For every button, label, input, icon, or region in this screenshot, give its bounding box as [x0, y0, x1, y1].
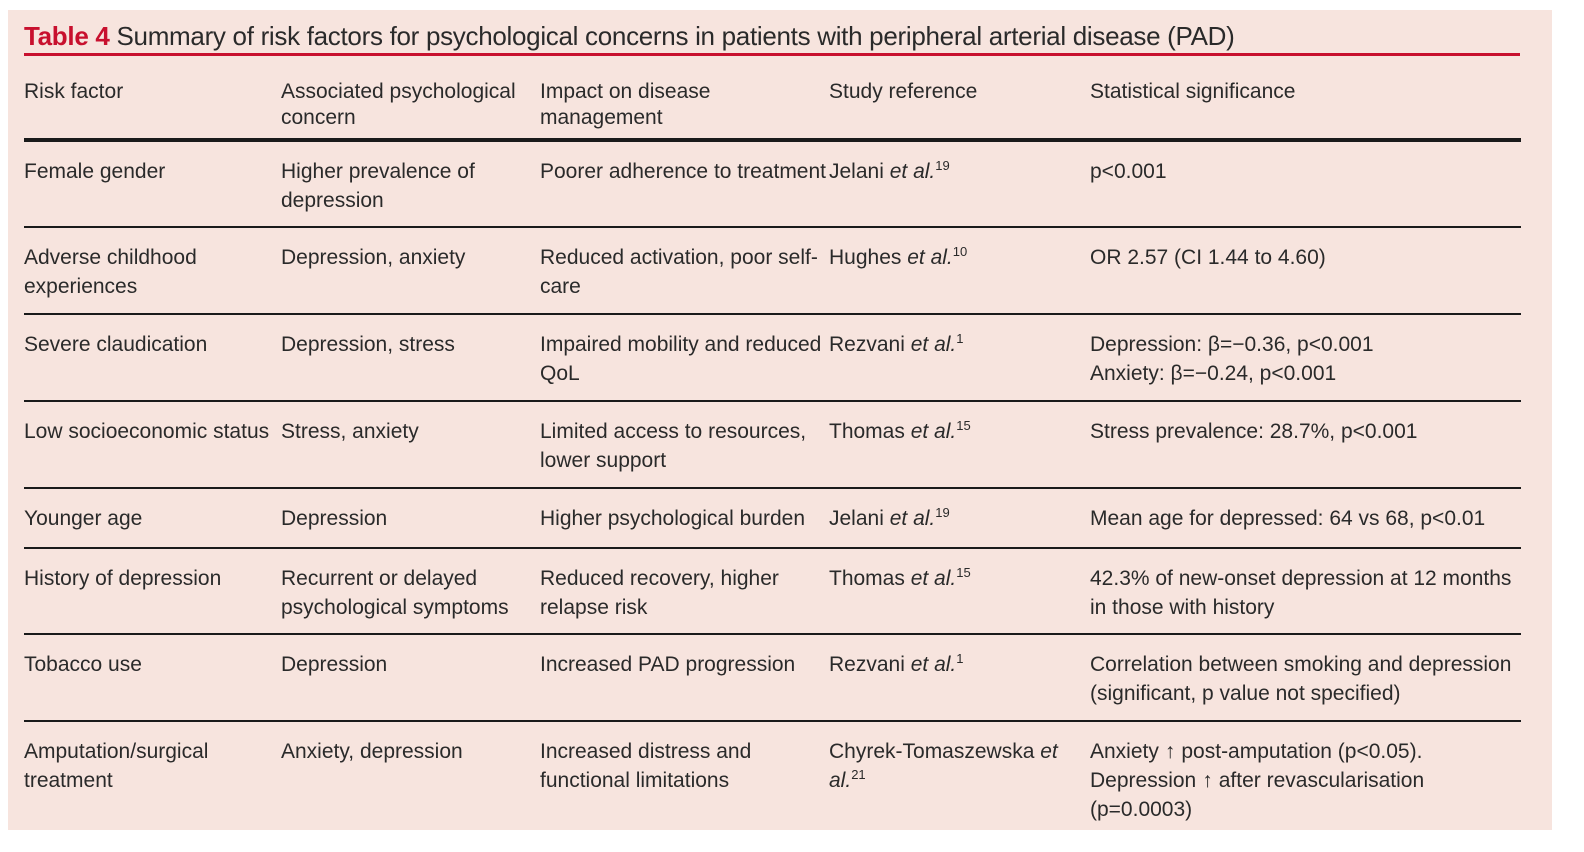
reference-cell: [829, 227, 1090, 314]
ref-etal: et al.: [907, 246, 953, 269]
significance-line: Mean age for depressed: 64 vs 68, p<0.01: [1090, 507, 1486, 530]
col-header-risk-factor: Risk factor: [24, 80, 124, 103]
concern-cell: Depression: [281, 507, 388, 530]
significance-line: p<0.001: [1090, 160, 1167, 183]
ref-author: Hughes: [829, 246, 902, 269]
ref-number: 19: [935, 158, 950, 173]
ref-etal: et al.: [910, 653, 957, 676]
ref-author: Chyrek-Tomaszewska: [829, 740, 1035, 763]
table-row: [24, 548, 1521, 634]
col-header-psychological-concern: Associated psychological concern: [281, 80, 516, 129]
table-row: [24, 401, 1521, 488]
risk-factor-cell: Low socioeconomic status: [24, 420, 270, 443]
risk-factor-cell: Tobacco use: [24, 653, 142, 676]
ref-author: Thomas: [829, 420, 905, 443]
ref-number: 10: [952, 244, 968, 259]
significance-line: Stress prevalence: 28.7%, p<0.001: [1090, 420, 1418, 443]
table-row: [24, 721, 1521, 824]
table-row: [24, 488, 1521, 548]
significance-post: after revascularisation (p=0.0003): [1090, 769, 1425, 821]
significance-pre: Depression: [1090, 769, 1197, 792]
concern-cell: Anxiety, depression: [281, 740, 463, 763]
concern-cell: Depression: [281, 653, 388, 676]
significance-pre: Anxiety: [1090, 740, 1159, 763]
concern-cell: Higher prevalence of depression: [281, 160, 475, 212]
reference-cell: [829, 721, 1090, 824]
impact-cell: Higher psychological burden: [540, 507, 805, 530]
table-number: Table 4: [24, 21, 110, 51]
significance-post: post-amputation (p<0.05).: [1181, 740, 1423, 763]
impact-cell: Reduced activation, poor self-care: [540, 246, 818, 298]
reference-cell: [829, 488, 1090, 548]
reference-cell: [829, 401, 1090, 488]
significance-cell: [1090, 401, 1521, 488]
ref-author: Rezvani: [829, 333, 905, 356]
reference-cell: [829, 140, 1090, 227]
ref-author: Rezvani: [829, 653, 905, 676]
significance-cell: [1090, 227, 1521, 314]
ref-author: Jelani: [829, 507, 884, 530]
ref-author: Jelani: [829, 160, 884, 183]
table-row: [24, 140, 1521, 227]
concern-cell: Stress, anxiety: [281, 420, 419, 443]
ref-number: 19: [935, 505, 950, 520]
significance-cell: [1090, 548, 1521, 634]
reference-cell: [829, 314, 1090, 401]
significance-line: 42.3% of new-onset depression at 12 months in those with history: [1090, 567, 1512, 619]
ref-number: 15: [956, 418, 971, 433]
col-header-impact: Impact on disease management: [540, 80, 711, 129]
ref-author: Thomas: [829, 567, 905, 590]
ref-etal: et al.: [910, 567, 957, 590]
risk-factors-table: [24, 66, 1521, 824]
impact-cell: Impaired mobility and reduced QoL: [540, 333, 822, 385]
impact-cell: Increased distress and functional limitations: [540, 740, 752, 792]
ref-number: 15: [956, 565, 971, 580]
table-row: [24, 227, 1521, 314]
significance-cell: [1090, 488, 1521, 548]
ref-etal: et al.: [829, 740, 1058, 792]
ref-number: 1: [956, 651, 964, 666]
arrow-up-icon: ↑: [1164, 740, 1176, 763]
col-header-significance: Statistical significance: [1090, 80, 1296, 103]
concern-cell: Depression, stress: [281, 333, 455, 356]
concern-cell: Recurrent or delayed psychological symptoms: [281, 567, 509, 619]
ref-number: 21: [851, 767, 866, 782]
significance-cell: [1090, 634, 1521, 721]
risk-factor-cell: History of depression: [24, 567, 222, 590]
risk-factor-cell: Younger age: [24, 507, 143, 530]
reference-cell: [829, 634, 1090, 721]
significance-line: Anxiety: β=−0.24, p<0.001: [1090, 362, 1337, 385]
ref-number: 1: [956, 331, 964, 346]
significance-line: [1090, 737, 1521, 766]
significance-line: [1090, 766, 1521, 824]
table-title: Summary of risk factors for psychological concerns in patients with peripheral arterial disease (PAD): [116, 21, 1235, 51]
arrow-up-icon: ↑: [1202, 769, 1213, 792]
table-row: [24, 634, 1521, 721]
impact-cell: Increased PAD progression: [540, 653, 796, 676]
significance-cell: [1090, 721, 1521, 824]
col-header-study-reference: Study reference: [829, 80, 978, 103]
ref-etal: et al.: [910, 420, 957, 443]
ref-etal: et al.: [889, 160, 936, 183]
significance-cell: [1090, 314, 1521, 401]
header-row: [24, 66, 1521, 140]
significance-cell: [1090, 140, 1521, 227]
ref-etal: et al.: [889, 507, 936, 530]
risk-factor-cell: Adverse childhood experiences: [24, 246, 197, 298]
impact-cell: Reduced recovery, higher relapse risk: [540, 567, 779, 619]
impact-cell: Poorer adherence to treatment: [540, 160, 827, 183]
risk-factor-cell: Amputation/surgical treatment: [24, 740, 209, 792]
concern-cell: Depression, anxiety: [281, 246, 466, 269]
risk-factor-cell: Severe claudication: [24, 333, 208, 356]
risk-factor-cell: Female gender: [24, 160, 166, 183]
table-row: [24, 314, 1521, 401]
impact-cell: Limited access to resources, lower support: [540, 420, 807, 472]
significance-line: OR 2.57 (CI 1.44 to 4.60): [1090, 246, 1326, 269]
ref-etal: et al.: [910, 333, 957, 356]
reference-cell: [829, 548, 1090, 634]
table-caption: [24, 20, 1520, 56]
significance-line: Correlation between smoking and depression (significant, p value not specified): [1090, 653, 1512, 705]
significance-line: Depression: β=−0.36, p<0.001: [1090, 333, 1374, 356]
